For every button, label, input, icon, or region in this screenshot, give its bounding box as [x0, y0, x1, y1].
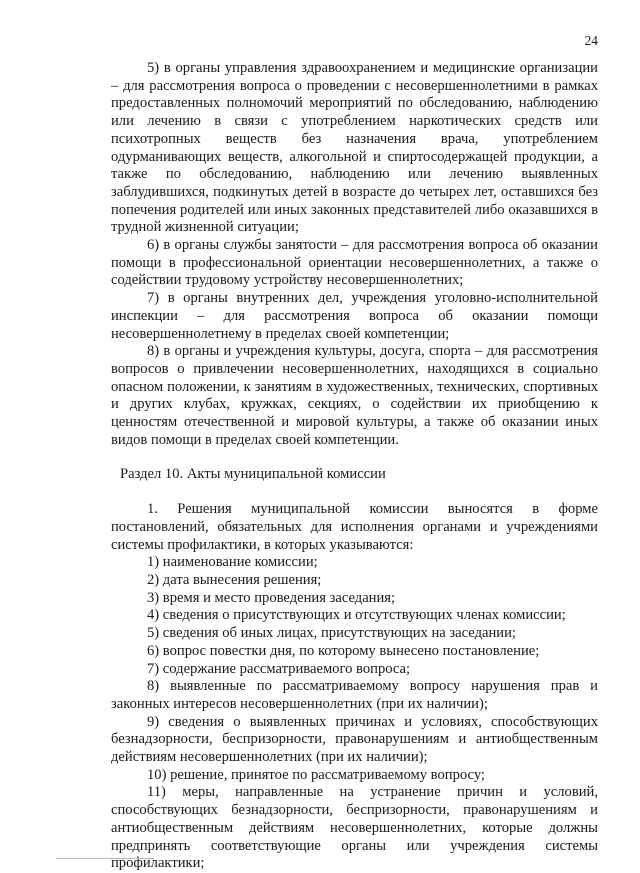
- paragraph-decisions-intro: 1. Решения муниципальной комиссии выносятся в форме постановлений, обязательных для исполнения органами и учреждениями системы профилактики, в которых указываются:: [111, 501, 598, 553]
- paragraph-item-6: 6) в органы службы занятости – для рассмотрения вопроса об оказании помощи в профессиональной ориентации несовершеннолетних, а также о содействии трудовому устройству несовершеннолетних;: [111, 237, 598, 289]
- list-item-8: 8) выявленные по рассматриваемому вопросу нарушения прав и законных интересов несовершеннолетних (при их наличии);: [111, 678, 598, 712]
- list-item-9: 9) сведения о выявленных причинах и условиях, способствующих безнадзорности, беспризорности, правонарушениям и антиобщественным действиям несовершеннолетних (при их наличии);: [111, 713, 598, 766]
- footnote-divider: [56, 858, 154, 859]
- paragraph-item-5: 5) в органы управления здравоохранением и медицинские организации – для рассмотрения вопроса о проведении с несовершеннолетними в рамках предоставленных полномочий мероприятий по обследованию, наблюдению или лечению в связи с употреблением наркотических средств или психотропных веществ без назначения врача, употреблением одурманивающих веществ, алкогольной и спиртосодержащей продукции, а также по обследованию, наблюдению или лечению выявленных заблудившихся, подкинутых детей в возрасте до четырех лет, оставшихся без попечения родителей или иных законных представителей либо оказавшихся в трудной жизненной ситуации;: [111, 60, 598, 236]
- document-body: [111, 60, 598, 873]
- list-item-10: 10) решение, принятое по рассматриваемому вопросу;: [147, 766, 485, 783]
- list-item-3: 3) время и место проведения заседания;: [147, 589, 396, 606]
- list-item-4: 4) сведения о присутствующих и отсутствующих членах комиссии;: [147, 607, 566, 624]
- page-number: 24: [584, 33, 598, 48]
- list-item-7: 7) содержание рассматриваемого вопроса;: [147, 660, 411, 677]
- paragraph-item-7: 7) в органы внутренних дел, учреждения уголовно-исполнительной инспекции – для рассмотрения вопроса об оказании помощи несовершеннолетнему в пределах своей компетенции;: [111, 290, 598, 342]
- paragraph-item-8: 8) в органы и учреждения культуры, досуга, спорта – для рассмотрения вопросов о привлечении несовершеннолетних, находящихся в социально опасном положении, к занятиям в художественных, технических, спортивных и других клубах, кружках, секциях, о содействии их приобщению к ценностям отечественной и мировой культуры, а также об оказании иных видов помощи в пределах своей компетенции.: [111, 343, 598, 448]
- list-item-11: 11) меры, направленные на устранение причин и условий, способствующих безнадзорности, беспризорности, правонарушениям и антиобщественным действиям несовершеннолетних, которые должны предпринять соответствующие органы или учреждения системы профилактики;: [111, 784, 598, 872]
- section-title: Раздел 10. Акты муниципальной комиссии: [120, 466, 386, 483]
- list-item-5: 5) сведения об иных лицах, присутствующих на заседании;: [147, 625, 516, 642]
- list-item-2: 2) дата вынесения решения;: [147, 571, 322, 588]
- list-item-1: 1) наименование комиссии;: [147, 554, 318, 571]
- list-item-6: 6) вопрос повестки дня, по которому вынесено постановление;: [147, 642, 540, 659]
